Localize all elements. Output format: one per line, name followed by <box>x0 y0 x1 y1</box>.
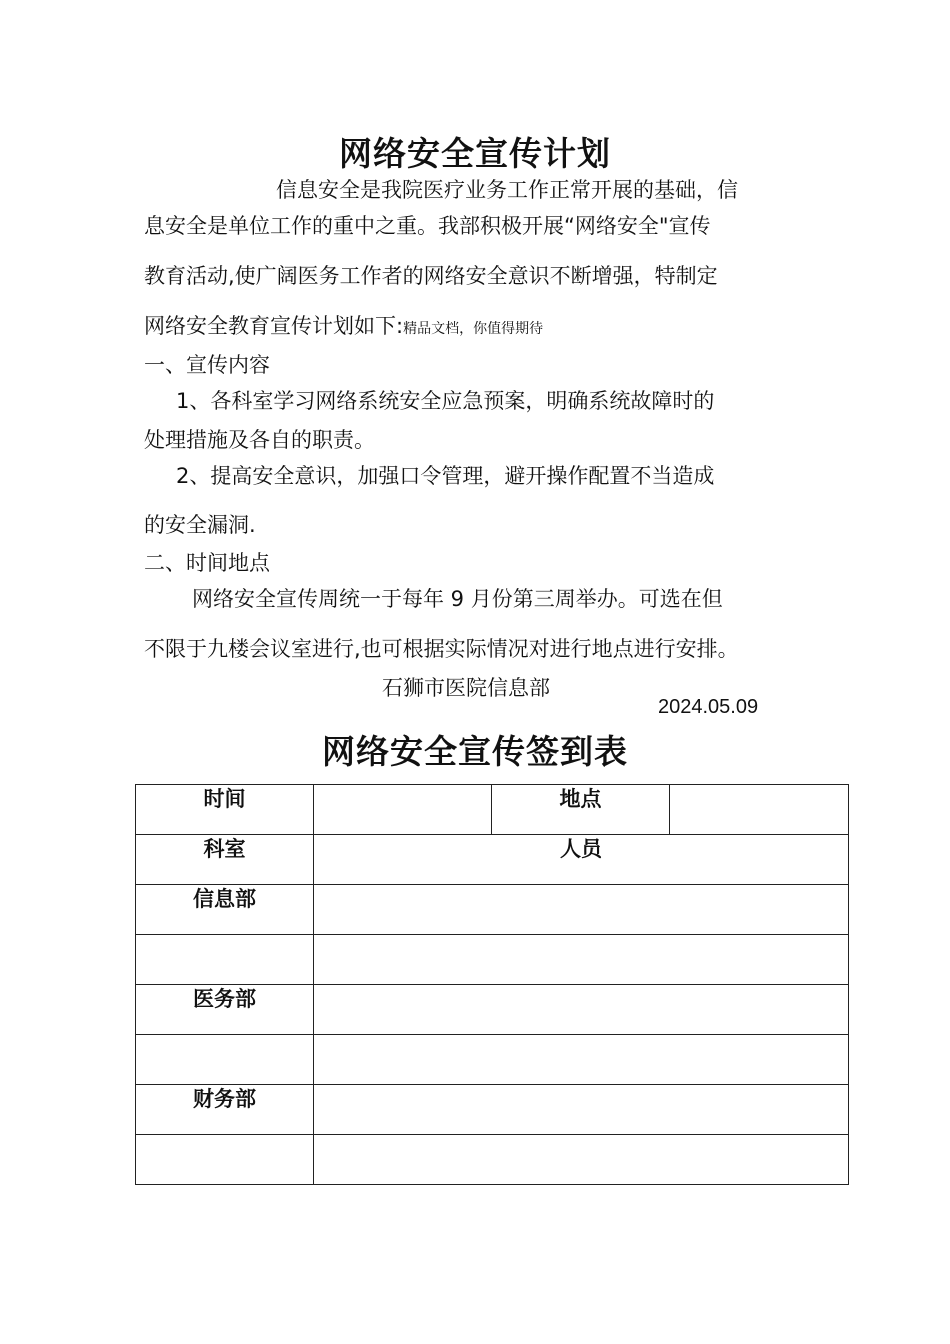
timeplace-line-2: 不限于九楼会议室进行,也可根据实际情况对进行地点进行安排。 <box>144 637 739 661</box>
intro-line-3: 教育活动,使广阔医务工作者的网络安全意识不断增强，特制定 <box>144 264 718 288</box>
dept-cell: 财务部 <box>136 1085 314 1135</box>
people-cell[interactable] <box>314 1035 849 1085</box>
table-row <box>136 1085 849 1135</box>
organization: 石狮市医院信息部 <box>382 676 550 700</box>
intro-line-1: 信息安全是我院医疗业务工作正常开展的基础，信 <box>276 178 738 202</box>
timeplace-line-1: 网络安全宣传周统一于每年 9 月份第三周举办。可选在但 <box>192 587 723 611</box>
plan-title: 网络安全宣传计划 <box>339 134 611 173</box>
table-row <box>136 835 849 885</box>
time-label: 时间 <box>136 785 314 835</box>
table-row <box>136 1035 849 1085</box>
place-label: 地点 <box>492 785 670 835</box>
section1-heading: 一、宣传内容 <box>144 353 270 377</box>
table-row <box>136 1135 849 1185</box>
people-cell[interactable] <box>314 885 849 935</box>
dept-cell: 信息部 <box>136 885 314 935</box>
dept-cell <box>136 935 314 985</box>
dept-label: 科室 <box>136 835 314 885</box>
time-cell[interactable] <box>314 785 492 835</box>
people-cell[interactable] <box>314 985 849 1035</box>
people-cell[interactable] <box>314 935 849 985</box>
item2-line-1: 2、提高安全意识，加强口令管理，避开操作配置不当造成 <box>176 464 715 488</box>
people-cell[interactable] <box>314 1085 849 1135</box>
table-row <box>136 785 849 835</box>
dept-cell: 医务部 <box>136 985 314 1035</box>
section2-heading: 二、时间地点 <box>144 551 270 575</box>
intro-line-4-text: 网络安全教育宣传计划如下: <box>144 314 404 338</box>
signin-table <box>135 784 849 1185</box>
intro-line-2: 息安全是单位工作的重中之重。我部积极开展“网络安全"宣传 <box>144 214 711 238</box>
place-cell[interactable] <box>670 785 849 835</box>
intro-line-4 <box>144 310 543 340</box>
date: 2024.05.09 <box>658 696 759 718</box>
table-row <box>136 985 849 1035</box>
people-cell[interactable] <box>314 1135 849 1185</box>
item2-line-2: 的安全漏洞. <box>144 513 256 537</box>
table-row <box>136 935 849 985</box>
item1-line-2: 处理措施及各自的职责。 <box>144 428 375 452</box>
dept-cell <box>136 1035 314 1085</box>
dept-cell <box>136 1135 314 1185</box>
people-label: 人员 <box>314 835 849 885</box>
intro-note: 精品文档，你值得期待 <box>403 321 544 337</box>
signin-title: 网络安全宣传签到表 <box>322 732 628 771</box>
table-row <box>136 885 849 935</box>
item1-line-1: 1、各科室学习网络系统安全应急预案，明确系统故障时的 <box>176 389 715 413</box>
